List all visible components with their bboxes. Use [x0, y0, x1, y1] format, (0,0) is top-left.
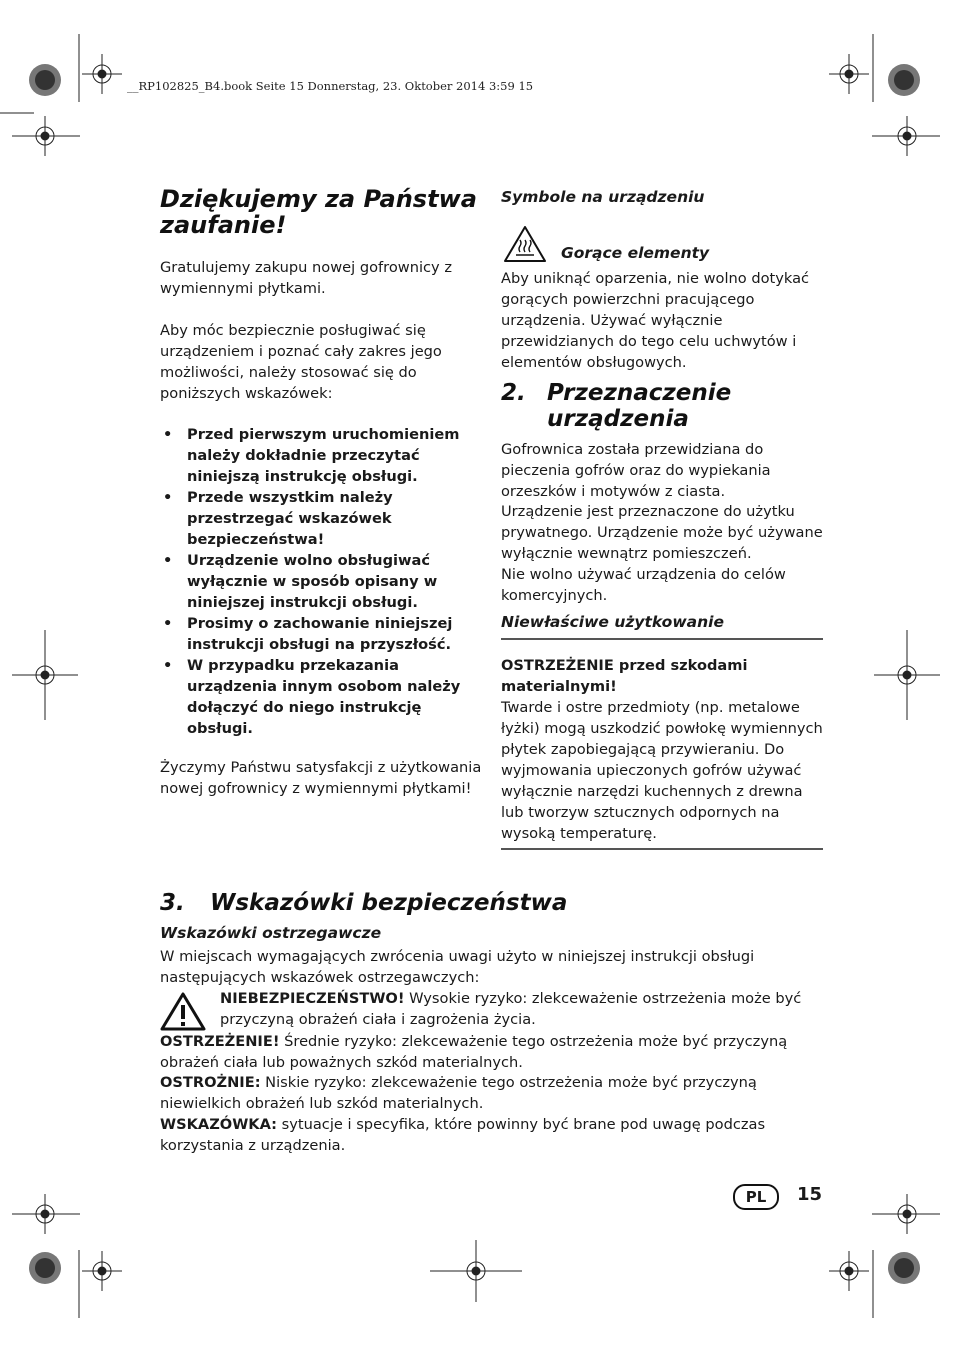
danger-label: NIEBEZPIECZEŃSTWO!: [220, 990, 405, 1007]
intro-closing: Życzymy Państwu satysfakcji z użytkowania nowej gofrownicy z wymiennymi płytkami!: [160, 759, 482, 797]
warning-label: OSTRZEŻENIE!: [160, 1033, 280, 1050]
material-damage-warning-box: [501, 650, 823, 850]
section-3-number: 3.: [160, 890, 185, 916]
section-2-text-1: Gofrownica została przewidziana do pieczenia gofrów oraz do wypiekania orzeszków i motywów z ciasta.: [501, 441, 771, 500]
section-2-text-3: Nie wolno używać urządzenia do celów komercyjnych.: [501, 566, 786, 604]
caution-notice: [160, 1072, 823, 1114]
page-number: 15: [797, 1184, 823, 1205]
note-notice: [160, 1114, 823, 1156]
list-item: • W przypadku przekazania urządzenia innym osobom należy dołączyć do niego instrukcję obsługi.: [160, 655, 482, 739]
note-text: sytuacje i specyfika, które powinny być brane pod uwagę podczas korzystania z urządzenia.: [160, 1116, 766, 1154]
file-info-header: __RP102825_B4.book Seite 15 Donnerstag, 23. Oktober 2014 3:59 15: [127, 79, 534, 93]
note-label: WSKAZÓWKA:: [160, 1116, 278, 1133]
section-3-heading: [160, 890, 823, 916]
section-2-text-2: Urządzenie jest przeznaczone do użytku prywatnego. Urządzenie może być używane wyłącznie wewnątrz pomieszczeń.: [501, 503, 823, 562]
caution-text: Niskie ryzyko: zlekceważenie tego ostrzeżenia może być przyczyną niewielkich obrażeń lub szkód materialnych.: [160, 1074, 757, 1112]
symbols-heading: Symbole na urządzeniu: [501, 188, 705, 206]
warning-box-title: OSTRZEŻENIE przed szkodami materialnymi!: [501, 657, 748, 695]
caution-label: OSTROŻNIE:: [160, 1074, 261, 1091]
hot-elements-label: Gorące elementy: [561, 244, 710, 262]
list-item: • Prosimy o zachowanie niniejszej instrukcji obsługi na przyszłość.: [160, 613, 482, 655]
list-item: • Przed pierwszym uruchomieniem należy dokładnie przeczytać niniejszą instrukcję obsługi.: [160, 424, 482, 487]
danger-notice: [220, 988, 823, 1030]
intro-paragraph-1: Gratulujemy zakupu nowej gofrownicy z wymiennymi płytkami.: [160, 259, 452, 297]
intro-title: Dziękujemy za Państwa zaufanie!: [160, 185, 477, 239]
language-badge: PL: [733, 1184, 779, 1210]
warning-box-text: Twarde i ostre przedmioty (np. metalowe łyżki) mogą uszkodzić powłokę wymiennych płytek zapobiegającą przywieraniu. Do wyjmowania upieczonych gofrów używać wyłącznie narzędzi kuchennych z drewna lub tworzyw sztucznych odpornych na wysoką temperaturę.: [501, 699, 823, 842]
warning-text: Średnie ryzyko: zlekceważenie tego ostrzeżenia może być przyczyną obrażeń ciała lub poważnych szkód materialnych.: [160, 1033, 788, 1071]
section-3-title: Wskazówki bezpieczeństwa: [210, 890, 568, 916]
section-2-heading: [501, 380, 823, 432]
section-3-intro: W miejscach wymagających zwrócenia uwagi użyto w niniejszej instrukcji obsługi następujących wskazówek ostrzegawczych:: [160, 948, 755, 986]
section-3-subheading: Wskazówki ostrzegawcze: [160, 924, 382, 942]
hot-elements-text: Aby uniknąć oparzenia, nie wolno dotykać gorących powierzchni pracującego urządzenia. Używać wyłącznie przewidzianych do tego celu uchwytów i elementów obsługowych.: [501, 270, 810, 371]
warning-notice: [160, 1031, 823, 1073]
list-item: • Urządzenie wolno obsługiwać wyłącznie w sposób opisany w niniejszej instrukcji obsługi.: [160, 550, 482, 613]
danger-triangle-icon: [160, 991, 206, 1031]
intro-bullet-list: [160, 424, 482, 739]
intro-paragraph-2: Aby móc bezpiecznie posługiwać się urządzeniem i poznać cały zakres jego możliwości, należy stosować się do poniższych wskazówek:: [160, 322, 442, 402]
list-item: • Przede wszystkim należy przestrzegać wskazówek bezpieczeństwa!: [160, 487, 482, 550]
section-2-number: 2.: [501, 380, 526, 406]
hot-surface-icon: [503, 225, 547, 263]
warning-box-top-rule: [501, 638, 823, 640]
danger-text: Wysokie ryzyko: zlekceważenie ostrzeżenia może być przyczyną obrażeń ciała i zagrożenia życia.: [220, 990, 802, 1028]
misuse-heading: Niewłaściwe użytkowanie: [501, 613, 724, 631]
section-2-title: Przeznaczenie urządzenia: [547, 380, 732, 432]
